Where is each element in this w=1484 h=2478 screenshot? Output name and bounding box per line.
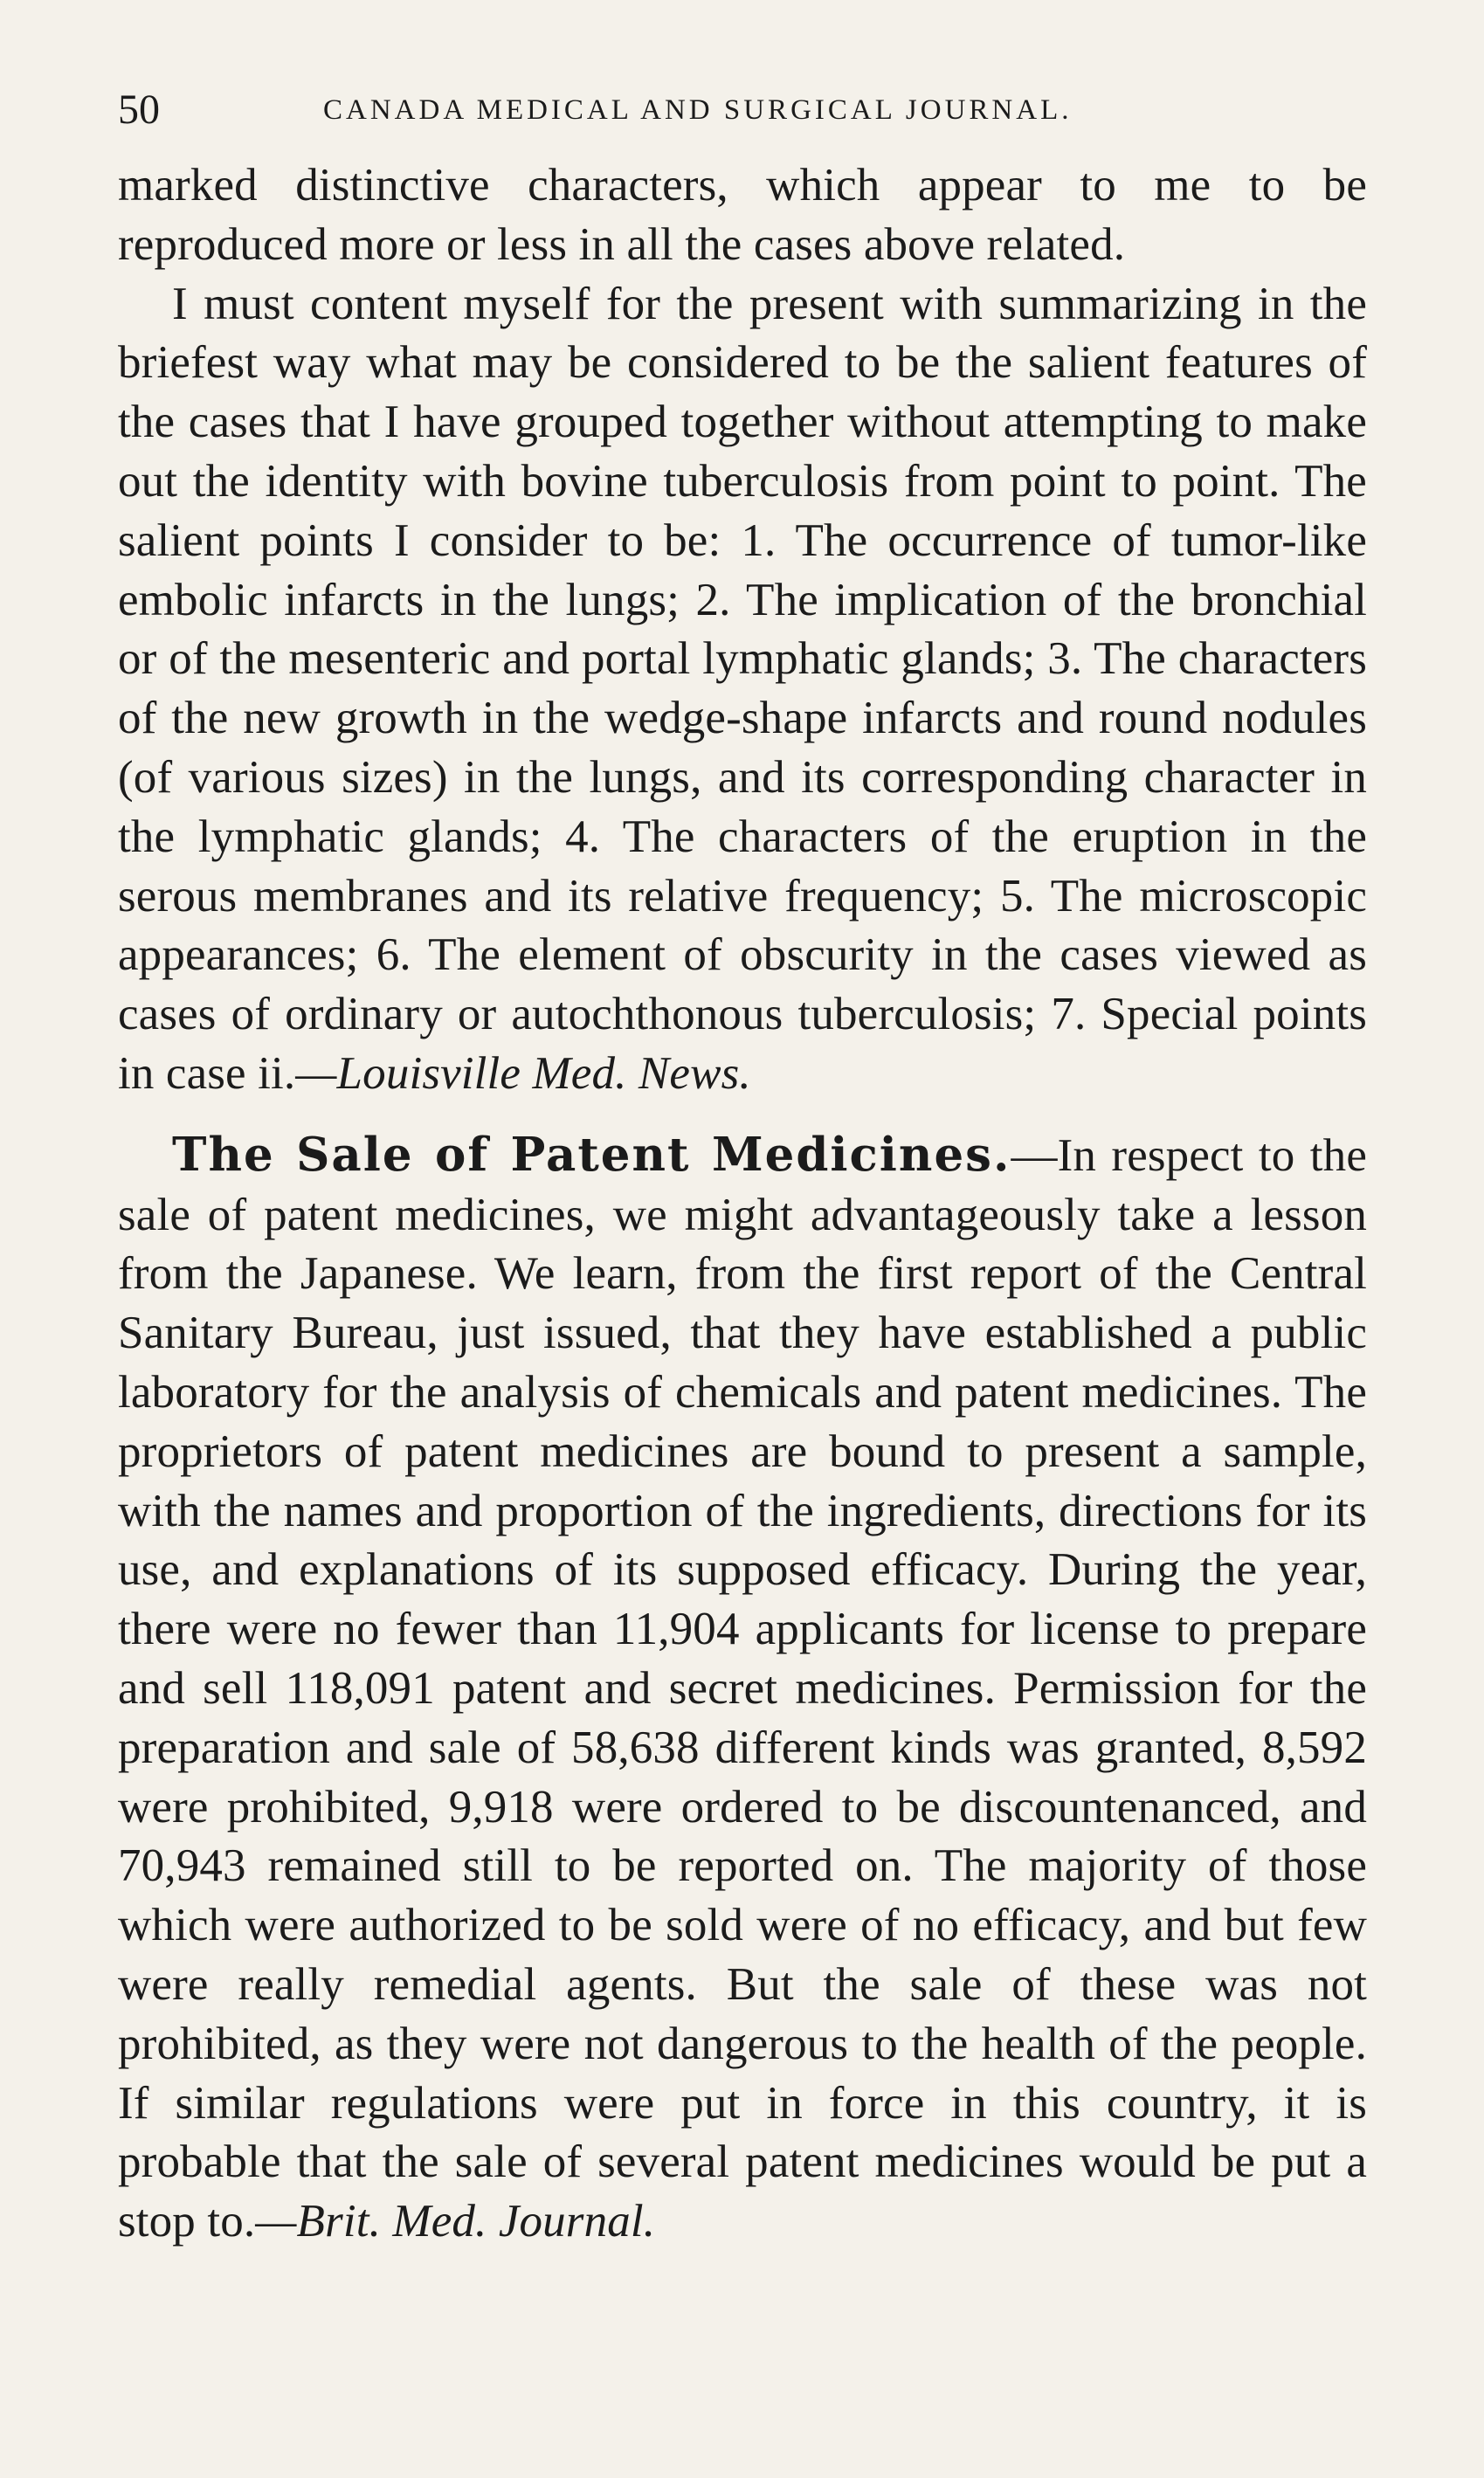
opening-paragraph: marked distinctive characters, which appear to me to be reproduced more or less in all the cases above related. [118,160,1367,270]
summary-paragraph [118,275,1367,1104]
page-number: 50 [118,86,160,133]
summary-text: I must content myself for the present with summarizing in the briefest way what may be considered to be the salient features of the cases that I have grouped together without attempting to make out the identity with bovine tuberculosis from point to point. The salient points I consider to be: 1. The occurrence of tumor-like embolic infarcts in the lungs; 2. The implication of the bronchial or of the mesenteric and portal lymphatic glands; 3. The characters of the new growth in the wedge-shape infarcts and round nodules (of various sizes) in the lungs, and its corresponding character in the lymphatic glands; 4. The characters of the eruption in the serous membranes and its relative frequency; 5. The microscopic appearances; 6. The element of obscurity in the cases viewed as cases of ordinary or autochthonous tuberculosis; 7. Special points in case ii. [118,278,1367,1099]
section-source: —Brit. Med. Journal. [255,2196,656,2247]
section-body: —In respect to the sale of patent medicines, we might advantageously take a lesson from the Japanese. We learn, from the first report of the Central Sanitary Bureau, just issued, that they have established a public laboratory for the analysis of chemicals and patent medicines. The proprietors of patent medicines are bound to present a sample, with the names and proportion of the ingredients, directions for its use, and explanations of its supposed efficacy. During the year, there were no fewer than 11,904 applicants for license to prepare and sell 118,091 patent and secret medicines. Permission for the preparation and sale of 58,638 different kinds was granted, 8,592 were prohibited, 9,918 were ordered to be discountenanced, and 70,943 remained still to be reported on. The majority of those which were authorized to be sold were of no efficacy, and but few were really remedial agents. But the sale of these was not prohibited, as they were not dangerous to the health of the people. If similar regulations were put in force in this country, it is probable that the sale of several patent medicines would be put a stop to. [118,1129,1367,2247]
section-title: The Sale of Patent Medicines. [172,1127,1011,1182]
patent-medicines-paragraph [118,1126,1367,2252]
running-head [118,83,1367,137]
article-content [118,156,1367,2252]
journal-page [118,83,1367,2252]
summary-source: —Louisville Med. News. [295,1047,751,1099]
journal-title: CANADA MEDICAL AND SURGICAL JOURNAL. [323,94,1073,126]
